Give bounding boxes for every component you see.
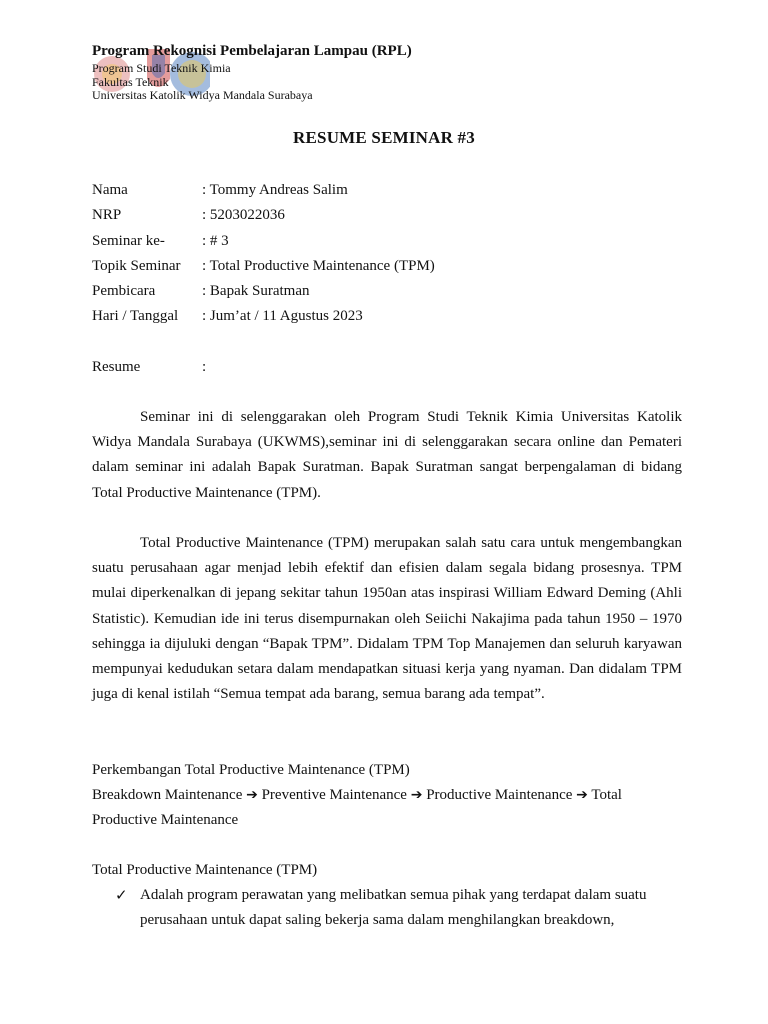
flow-step: Preventive Maintenance <box>261 787 407 803</box>
paragraph-intro: Seminar ini di selenggarakan oleh Program Studi Teknik Kimia Universitas Katolik Widya Mandala Surabaya (UKWMS),seminar ini di selenggarakan secara online dan Pemateri dalam seminar ini adalah Bapak Suratman. Bapak Suratman sangat berpengalaman di bidang Total Productive Maintenance (TPM). <box>92 409 682 501</box>
paragraph-tpm-definition: Total Productive Maintenance (TPM) merupakan salah satu cara untuk mengembangkan suatu perusahaan agar menjad lebih efektif dan efisien dalam segala bidang prosesnya. TPM mulai diperkenalkan di jepang sekitar tahun 1950an atas inspirasi William Edward Deming (Ahli Statistic). Kemudian ide ini terus disempurnakan oleh Seiichi Nakajima pada tahun 1950 – 1970 sehingga ia dijuluki dengan “Bapak TPM”. Didalam TPM Top Manajemen dan seluruh karyawan mempunyai kedudukan setara dalam mendapatkan situasi kerja yang nyaman. Dan didalam TPM juga di kenal istilah “Semua tempat ada barang, semua barang ada tempat”. <box>92 535 682 703</box>
info-label: Seminar ke- <box>92 232 165 249</box>
section-title-tpm: Total Productive Maintenance (TPM) <box>92 862 318 878</box>
info-value: : Total Productive Maintenance (TPM) <box>202 257 435 274</box>
arrow-right-icon: ➔ <box>576 787 588 803</box>
info-label: Topik Seminar <box>92 257 181 274</box>
flow-step: Total Productive Maintenance <box>92 787 622 829</box>
section-title-development: Perkembangan Total Productive Maintenance (TPM) <box>92 762 410 778</box>
checkmark-icon: ✓ <box>115 886 128 904</box>
flow-step: Breakdown Maintenance <box>92 787 243 803</box>
development-flow <box>92 783 682 833</box>
document-title: RESUME SEMINAR #3 <box>293 128 475 147</box>
study-program: Program Studi Teknik Kimia <box>92 61 231 75</box>
info-value: : Jum’at / 11 Agustus 2023 <box>202 308 363 325</box>
info-value: : Bapak Suratman <box>202 283 310 300</box>
info-label: Nama <box>92 182 128 198</box>
flow-step: Productive Maintenance <box>426 787 573 803</box>
info-label: Hari / Tanggal <box>92 308 179 325</box>
arrow-right-icon: ➔ <box>246 787 258 803</box>
bullet-text: Adalah program perawatan yang melibatkan semua pihak yang terdapat dalam suatu perusahaan untuk dapat saling bekerja sama dalam menghilangkan breakdown, <box>140 887 647 929</box>
info-label: NRP <box>92 207 122 224</box>
info-value: : Tommy Andreas Salim <box>202 182 348 198</box>
faculty: Fakultas Teknik <box>92 75 169 89</box>
letterhead <box>92 43 692 105</box>
arrow-right-icon: ➔ <box>410 787 423 803</box>
resume-colon: : <box>202 359 207 375</box>
info-value: : # 3 <box>202 232 229 249</box>
university: Universitas Katolik Widya Mandala Surabaya <box>92 88 313 102</box>
info-label: Pembicara <box>92 283 156 300</box>
info-value: : 5203022036 <box>202 207 285 224</box>
resume-label: Resume <box>92 359 141 375</box>
program-title: Program Rekognisi Pembelajaran Lampau (RPL) <box>92 43 412 59</box>
